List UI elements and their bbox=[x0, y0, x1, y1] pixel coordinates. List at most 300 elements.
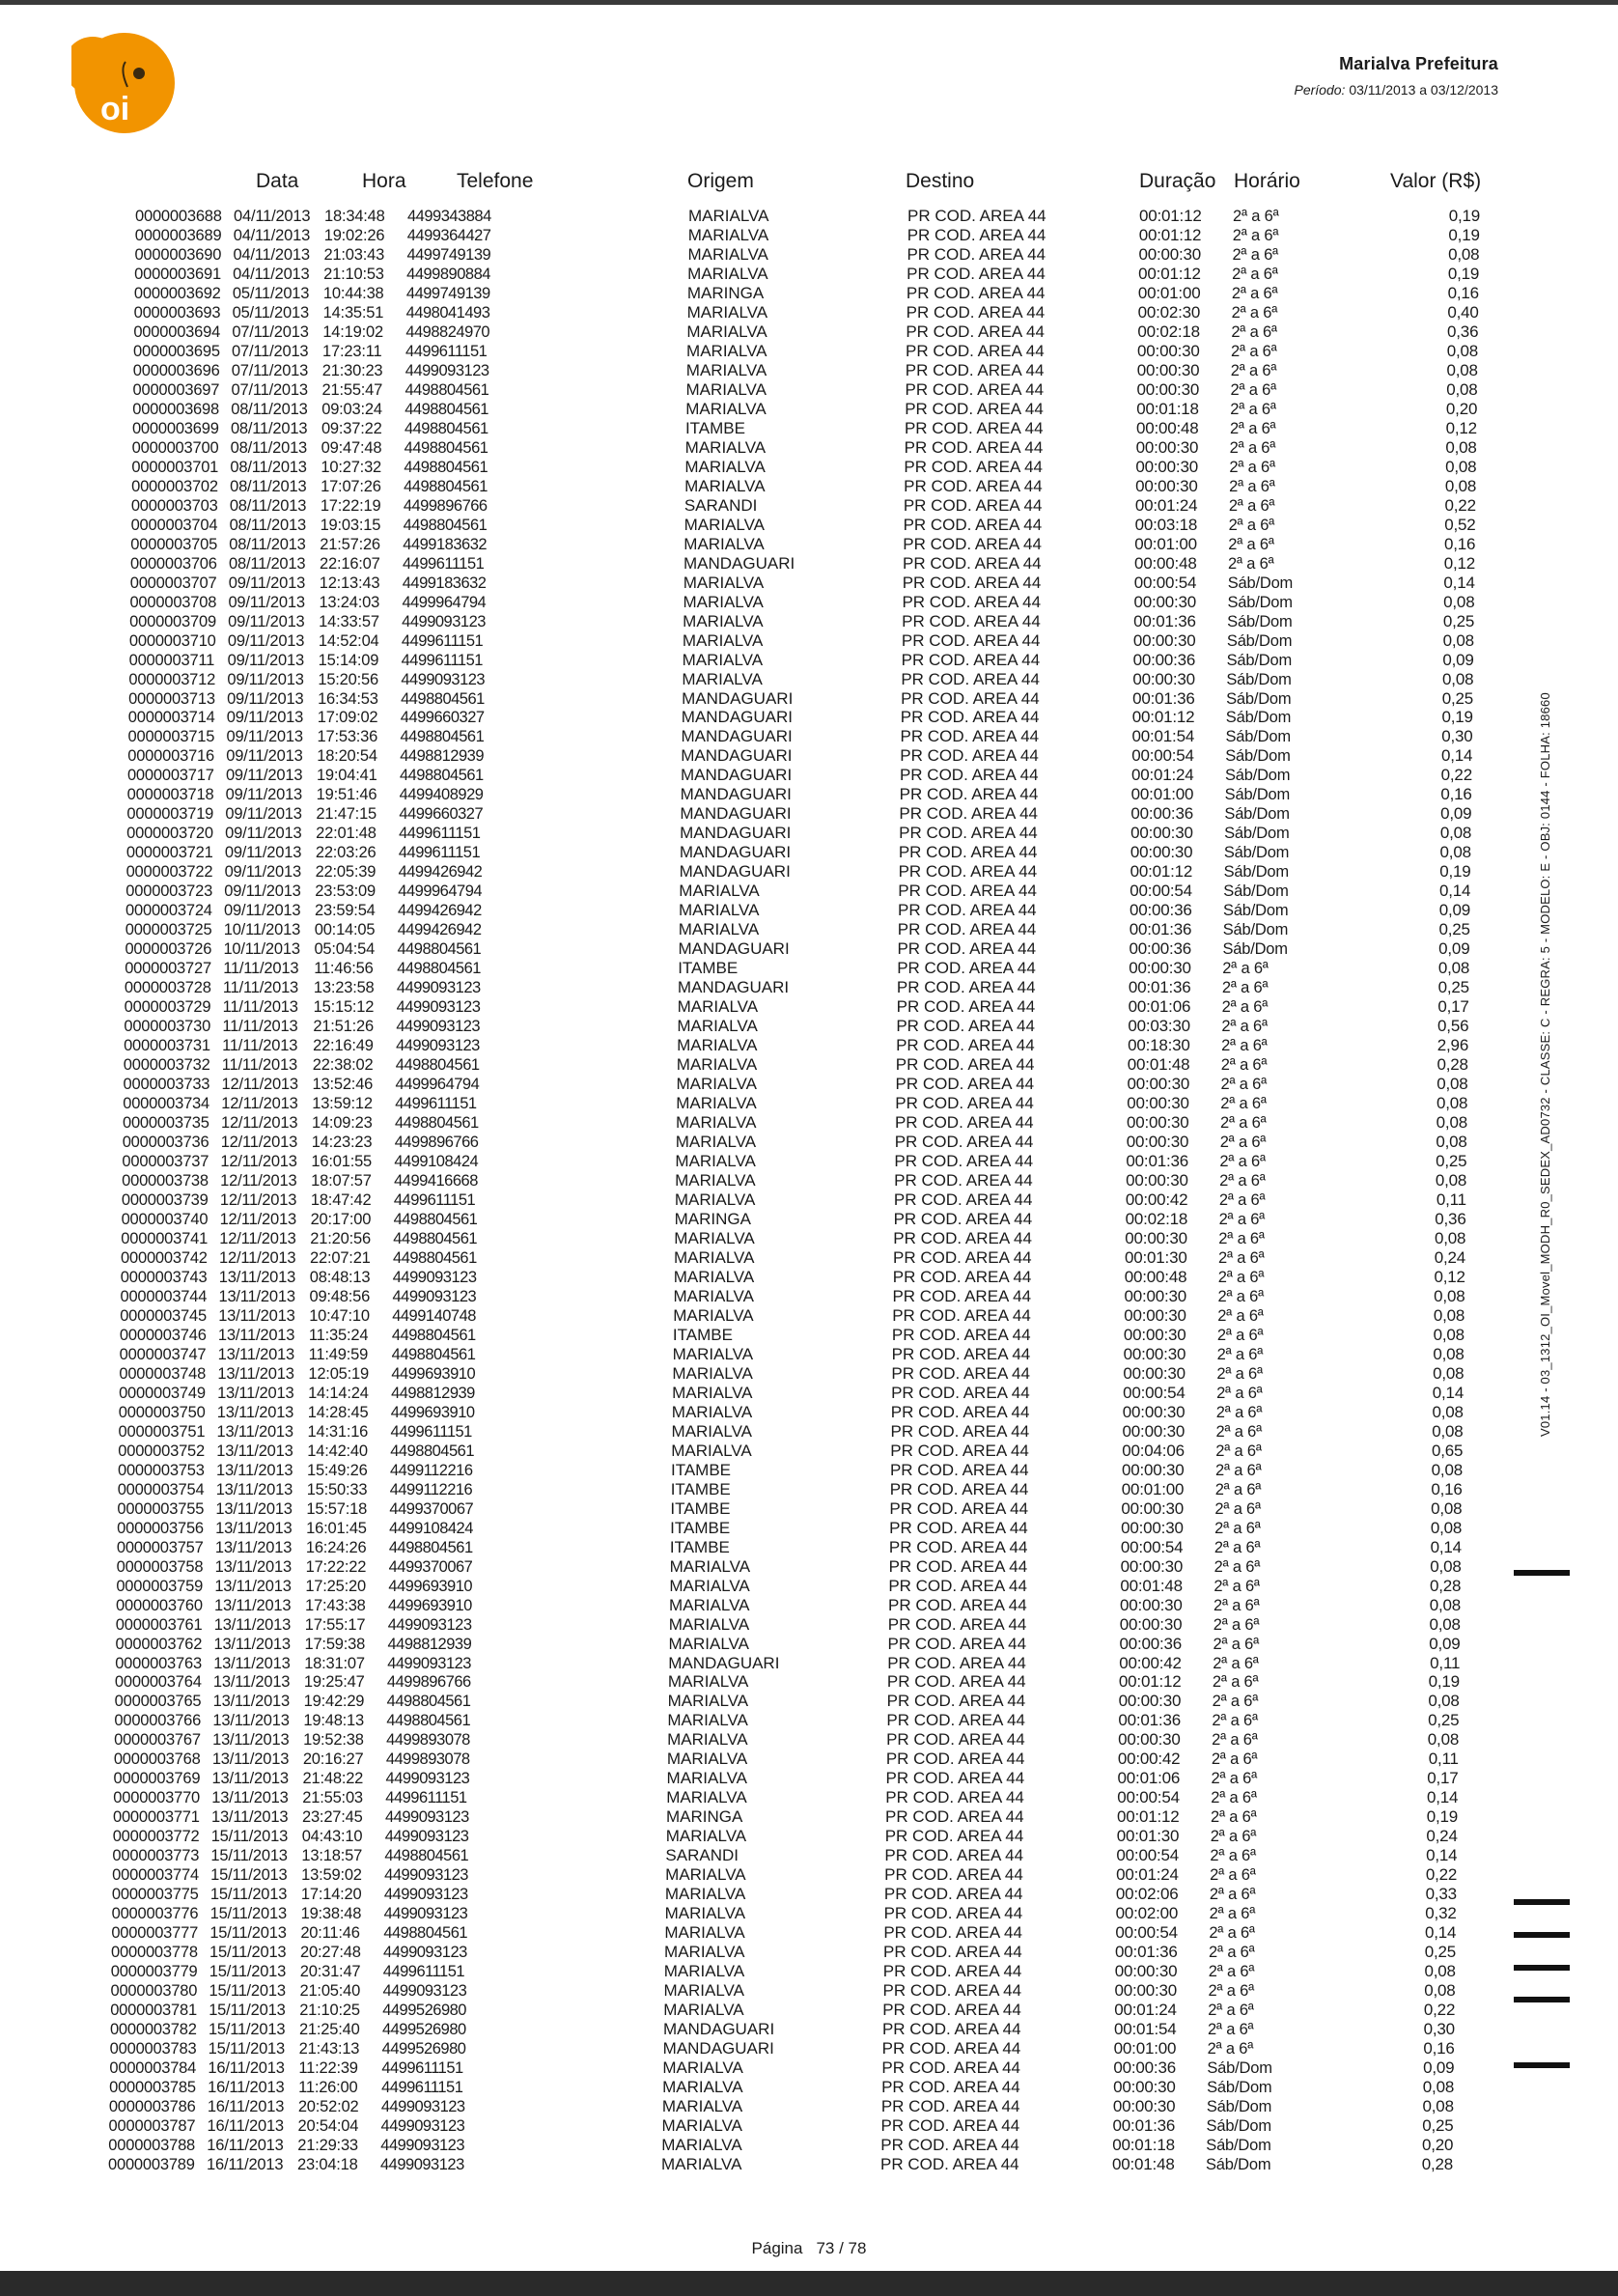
destination: PR COD. AREA 44 bbox=[888, 1595, 1027, 1614]
schedule: 2ª a 6ª bbox=[1232, 265, 1278, 283]
value: 0,08 bbox=[1446, 360, 1478, 379]
origin: ITAMBE bbox=[670, 1479, 731, 1498]
table-row bbox=[129, 612, 1618, 631]
call-time: 16:24:26 bbox=[305, 1538, 367, 1556]
origin: MARIALVA bbox=[675, 1133, 757, 1152]
duration: 00:01:24 bbox=[1130, 766, 1194, 785]
duration: 00:01:12 bbox=[1139, 207, 1202, 225]
record-id: 0000003751 bbox=[118, 1422, 206, 1441]
duration: 00:00:30 bbox=[1130, 824, 1193, 843]
call-date: 12/11/2013 bbox=[219, 1190, 297, 1209]
value: 0,08 bbox=[1433, 1305, 1465, 1325]
record-id: 0000003724 bbox=[126, 902, 212, 920]
origin: MARIALVA bbox=[676, 1094, 757, 1113]
call-time: 21:55:47 bbox=[321, 380, 383, 399]
destination: PR COD. AREA 44 bbox=[884, 1865, 1023, 1885]
table-row bbox=[133, 342, 1618, 361]
call-date: 13/11/2013 bbox=[212, 1731, 290, 1750]
record-id: 0000003700 bbox=[131, 438, 219, 457]
record-id: 0000003767 bbox=[114, 1731, 201, 1750]
call-time: 09:37:22 bbox=[321, 419, 382, 437]
duration: 00:01:12 bbox=[1118, 1672, 1182, 1692]
value: 0,24 bbox=[1426, 1827, 1458, 1846]
phone-number: 4499093123 bbox=[384, 1808, 469, 1827]
destination: PR COD. AREA 44 bbox=[906, 322, 1045, 341]
origin: MANDAGUARI bbox=[668, 1653, 780, 1672]
schedule: 2ª a 6ª bbox=[1217, 1306, 1264, 1325]
phone-number: 4499093123 bbox=[383, 1944, 467, 1962]
table-row bbox=[129, 651, 1618, 670]
schedule: 2ª a 6ª bbox=[1216, 1364, 1263, 1383]
call-date: 16/11/2013 bbox=[208, 2079, 285, 2097]
value: 0,19 bbox=[1448, 225, 1480, 244]
call-time: 14:23:23 bbox=[311, 1134, 373, 1152]
value: 0,25 bbox=[1438, 920, 1470, 939]
destination: PR COD. AREA 44 bbox=[886, 1672, 1026, 1692]
schedule: 2ª a 6ª bbox=[1212, 1693, 1259, 1711]
duration: 00:00:30 bbox=[1126, 1133, 1189, 1152]
destination: PR COD. AREA 44 bbox=[887, 1614, 1027, 1634]
record-id: 0000003766 bbox=[114, 1712, 202, 1730]
record-id: 0000003711 bbox=[128, 651, 215, 669]
duration: 00:00:30 bbox=[1138, 244, 1202, 264]
call-time: 14:31:16 bbox=[307, 1422, 369, 1441]
destination: PR COD. AREA 44 bbox=[881, 2039, 1021, 2058]
table-row bbox=[112, 1865, 1618, 1885]
call-time: 16:01:45 bbox=[306, 1519, 367, 1537]
value: 0,12 bbox=[1443, 553, 1475, 573]
schedule: 2ª a 6ª bbox=[1214, 1596, 1260, 1614]
origin: MARIALVA bbox=[671, 1421, 752, 1441]
table-row bbox=[127, 746, 1618, 766]
phone-number: 4499093123 bbox=[401, 670, 486, 688]
origin: MARIALVA bbox=[668, 1614, 750, 1634]
table-row bbox=[114, 1730, 1618, 1750]
phone-number: 4499140748 bbox=[392, 1306, 476, 1325]
duration: 00:02:18 bbox=[1125, 1209, 1188, 1228]
duration: 00:00:30 bbox=[1121, 1518, 1184, 1537]
value: 0,09 bbox=[1438, 939, 1470, 959]
record-id: 0000003710 bbox=[128, 631, 216, 650]
record-id: 0000003741 bbox=[121, 1229, 209, 1247]
origin: MANDAGUARI bbox=[683, 553, 795, 573]
value: 0,12 bbox=[1445, 418, 1477, 437]
schedule: 2ª a 6ª bbox=[1216, 1326, 1264, 1344]
value: 0,36 bbox=[1435, 1209, 1466, 1228]
origin: MARIALVA bbox=[685, 399, 767, 418]
call-date: 04/11/2013 bbox=[234, 208, 311, 225]
value: 0,14 bbox=[1443, 573, 1475, 592]
record-id: 0000003739 bbox=[121, 1190, 209, 1209]
schedule: 2ª a 6ª bbox=[1214, 1461, 1262, 1479]
call-time: 17:59:38 bbox=[304, 1635, 366, 1653]
page-label: Página bbox=[751, 2239, 803, 2257]
phone-number: 4498804561 bbox=[383, 1924, 468, 1943]
schedule: 2ª a 6ª bbox=[1211, 1750, 1258, 1769]
call-time: 18:20:54 bbox=[317, 747, 377, 766]
call-time: 14:14:24 bbox=[308, 1384, 369, 1402]
value: 0,08 bbox=[1422, 2078, 1455, 2097]
destination: PR COD. AREA 44 bbox=[902, 611, 1041, 630]
phone-number: 4498804561 bbox=[397, 960, 481, 978]
schedule: 2ª a 6ª bbox=[1220, 1056, 1268, 1075]
call-time: 18:47:42 bbox=[310, 1190, 372, 1209]
duration: 00:00:48 bbox=[1135, 418, 1199, 437]
origin: MANDAGUARI bbox=[662, 2039, 774, 2058]
record-id: 0000003722 bbox=[126, 863, 213, 882]
value: 0,09 bbox=[1440, 804, 1472, 824]
destination: PR COD. AREA 44 bbox=[896, 1036, 1035, 1055]
table-row bbox=[132, 438, 1618, 458]
schedule: 2ª a 6ª bbox=[1209, 1944, 1255, 1962]
schedule: Sáb/Dom bbox=[1226, 651, 1292, 669]
duration: 00:00:42 bbox=[1119, 1653, 1182, 1672]
call-time: 14:19:02 bbox=[322, 322, 383, 341]
call-date: 13/11/2013 bbox=[217, 1364, 294, 1383]
duration: 00:03:18 bbox=[1134, 515, 1198, 534]
table-row bbox=[121, 1248, 1618, 1268]
value: 0,20 bbox=[1445, 399, 1478, 418]
duration: 00:00:54 bbox=[1133, 573, 1197, 592]
phone-number: 4498804561 bbox=[393, 1248, 477, 1267]
value: 0,08 bbox=[1434, 1286, 1465, 1305]
value: 0,14 bbox=[1439, 882, 1471, 901]
call-date: 11/11/2013 bbox=[223, 960, 299, 978]
origin: MARIALVA bbox=[676, 1055, 758, 1075]
phone-number: 4498804561 bbox=[391, 1326, 476, 1344]
schedule: Sáb/Dom bbox=[1227, 574, 1294, 592]
origin: MARIALVA bbox=[661, 2116, 742, 2136]
origin: MARIALVA bbox=[667, 1730, 748, 1750]
phone-number: 4498804561 bbox=[401, 689, 485, 708]
origin: MANDAGUARI bbox=[680, 785, 792, 804]
schedule: 2ª a 6ª bbox=[1215, 1422, 1263, 1441]
duration: 00:04:06 bbox=[1122, 1441, 1185, 1460]
duration: 00:01:00 bbox=[1113, 2039, 1177, 2058]
duration: 00:02:06 bbox=[1115, 1885, 1179, 1904]
record-id: 0000003730 bbox=[124, 1018, 211, 1036]
origin: MARIALVA bbox=[687, 225, 769, 244]
origin: MARIALVA bbox=[668, 1634, 749, 1653]
record-id: 0000003742 bbox=[121, 1248, 208, 1267]
call-time: 20:17:00 bbox=[310, 1210, 372, 1228]
call-time: 22:16:49 bbox=[313, 1037, 374, 1055]
phone-number: 4499611151 bbox=[385, 1789, 467, 1807]
call-date: 13/11/2013 bbox=[218, 1268, 296, 1286]
schedule: 2ª a 6ª bbox=[1209, 1924, 1255, 1943]
call-time: 21:05:40 bbox=[299, 1982, 361, 2001]
duration: 00:00:30 bbox=[1132, 669, 1195, 688]
origin: MARINGA bbox=[686, 283, 765, 302]
schedule: 2ª a 6ª bbox=[1213, 1635, 1259, 1653]
destination: PR COD. AREA 44 bbox=[893, 1190, 1033, 1209]
call-time: 14:52:04 bbox=[318, 631, 379, 650]
value: 0,56 bbox=[1437, 1017, 1469, 1036]
table-row bbox=[123, 1094, 1618, 1113]
origin: MANDAGUARI bbox=[679, 843, 792, 862]
duration: 00:00:30 bbox=[1126, 1171, 1188, 1190]
duration: 00:00:30 bbox=[1129, 959, 1191, 978]
value: 0,12 bbox=[1434, 1267, 1465, 1286]
destination: PR COD. AREA 44 bbox=[893, 1247, 1032, 1267]
call-time: 09:03:24 bbox=[321, 400, 382, 418]
call-time: 14:09:23 bbox=[311, 1114, 373, 1133]
call-date: 08/11/2013 bbox=[231, 400, 308, 418]
origin: MANDAGUARI bbox=[680, 804, 792, 824]
call-date: 16/11/2013 bbox=[207, 2155, 284, 2173]
value: 0,09 bbox=[1429, 1634, 1461, 1653]
record-id: 0000003707 bbox=[129, 574, 217, 592]
destination: PR COD. AREA 44 bbox=[894, 1152, 1034, 1171]
destination: PR COD. AREA 44 bbox=[889, 1460, 1029, 1479]
record-id: 0000003740 bbox=[121, 1210, 209, 1228]
call-date: 13/11/2013 bbox=[211, 1750, 290, 1769]
call-time: 18:34:48 bbox=[324, 208, 385, 225]
value: 0,25 bbox=[1441, 688, 1474, 708]
phone-number: 4498804561 bbox=[386, 1693, 471, 1711]
value: 2,96 bbox=[1437, 1036, 1469, 1055]
phone-number: 4499093123 bbox=[383, 1886, 468, 1904]
call-time: 15:57:18 bbox=[306, 1499, 368, 1518]
schedule: 2ª a 6ª bbox=[1232, 226, 1279, 244]
table-row bbox=[124, 1075, 1618, 1094]
origin: MARIALVA bbox=[664, 1943, 745, 1962]
schedule: 2ª a 6ª bbox=[1228, 516, 1275, 534]
call-date: 15/11/2013 bbox=[209, 2002, 286, 2020]
phone-number: 4499093123 bbox=[392, 1268, 477, 1286]
phone-number: 4499693910 bbox=[391, 1364, 476, 1383]
value: 0,08 bbox=[1433, 1325, 1465, 1344]
value: 0,08 bbox=[1424, 1962, 1456, 1981]
table-row bbox=[131, 458, 1618, 477]
phone-number: 4499093123 bbox=[385, 1770, 470, 1788]
call-date: 12/11/2013 bbox=[220, 1172, 297, 1190]
destination: PR COD. AREA 44 bbox=[885, 1750, 1025, 1769]
call-time: 23:27:45 bbox=[301, 1808, 363, 1827]
phone-number: 4499611151 bbox=[395, 1095, 477, 1113]
origin: MARIALVA bbox=[673, 1286, 754, 1305]
call-date: 13/11/2013 bbox=[217, 1326, 295, 1344]
record-id: 0000003732 bbox=[123, 1056, 210, 1075]
schedule: 2ª a 6ª bbox=[1228, 554, 1274, 573]
record-id: 0000003703 bbox=[130, 496, 218, 515]
record-id: 0000003692 bbox=[133, 284, 221, 302]
call-time: 14:28:45 bbox=[307, 1403, 369, 1421]
phone-number: 4498804561 bbox=[393, 1229, 478, 1247]
phone-number: 4499526980 bbox=[382, 2002, 466, 2020]
value: 0,19 bbox=[1426, 1807, 1458, 1827]
record-id: 0000003693 bbox=[133, 303, 221, 322]
call-time: 23:53:09 bbox=[315, 882, 376, 901]
schedule: 2ª a 6ª bbox=[1231, 303, 1278, 322]
schedule: Sáb/Dom bbox=[1227, 593, 1293, 611]
destination: PR COD. AREA 44 bbox=[891, 1344, 1031, 1363]
origin: MARIALVA bbox=[663, 1962, 745, 1981]
value: 0,08 bbox=[1442, 669, 1474, 688]
origin: MARIALVA bbox=[666, 1750, 748, 1769]
phone-number: 4498804561 bbox=[393, 1210, 478, 1228]
table-row bbox=[122, 1190, 1618, 1210]
origin: MANDAGUARI bbox=[677, 978, 790, 997]
destination: PR COD. AREA 44 bbox=[884, 1827, 1024, 1846]
destination: PR COD. AREA 44 bbox=[887, 1653, 1026, 1672]
table-row bbox=[125, 939, 1618, 959]
table-row bbox=[117, 1499, 1618, 1519]
destination: PR COD. AREA 44 bbox=[889, 1498, 1029, 1518]
duration: 00:01:06 bbox=[1117, 1769, 1181, 1788]
duration: 00:01:48 bbox=[1120, 1576, 1183, 1595]
duration: 00:00:30 bbox=[1127, 1075, 1190, 1094]
destination: PR COD. AREA 44 bbox=[907, 225, 1046, 244]
duration: 00:00:30 bbox=[1124, 1305, 1186, 1325]
call-time: 21:55:03 bbox=[302, 1789, 363, 1807]
schedule: Sáb/Dom bbox=[1224, 767, 1291, 785]
call-date: 13/11/2013 bbox=[215, 1461, 293, 1479]
table-row bbox=[120, 1326, 1618, 1345]
call-time: 23:04:18 bbox=[297, 2155, 358, 2173]
duration: 00:03:30 bbox=[1128, 1017, 1190, 1036]
origin: MARIALVA bbox=[663, 1981, 744, 2001]
call-date: 08/11/2013 bbox=[229, 535, 306, 553]
schedule: Sáb/Dom bbox=[1223, 844, 1290, 862]
call-date: 11/11/2013 bbox=[222, 979, 299, 997]
phone-number: 4499093123 bbox=[387, 1654, 471, 1672]
schedule: Sáb/Dom bbox=[1223, 882, 1289, 901]
origin: MARIALVA bbox=[667, 1711, 748, 1730]
destination: PR COD. AREA 44 bbox=[891, 1325, 1031, 1344]
table-row bbox=[119, 1384, 1618, 1403]
call-date: 07/11/2013 bbox=[231, 361, 309, 379]
table-row bbox=[133, 322, 1618, 342]
duration: 00:01:00 bbox=[1130, 785, 1194, 804]
schedule: 2ª a 6ª bbox=[1209, 1905, 1256, 1923]
table-row bbox=[109, 2116, 1618, 2136]
call-time: 19:51:46 bbox=[316, 786, 377, 804]
call-date: 13/11/2013 bbox=[215, 1480, 293, 1498]
table-row bbox=[126, 824, 1618, 843]
call-date: 12/11/2013 bbox=[219, 1248, 296, 1267]
value: 0,08 bbox=[1430, 1556, 1462, 1576]
destination: PR COD. AREA 44 bbox=[904, 437, 1044, 457]
destination: PR COD. AREA 44 bbox=[880, 2116, 1020, 2136]
duration: 00:00:42 bbox=[1117, 1750, 1181, 1769]
call-date: 10/11/2013 bbox=[223, 940, 300, 959]
destination: PR COD. AREA 44 bbox=[896, 1017, 1035, 1036]
value: 0,08 bbox=[1446, 341, 1479, 360]
call-time: 09:47:48 bbox=[321, 438, 382, 457]
value: 0,08 bbox=[1436, 1094, 1468, 1113]
table-row bbox=[110, 2039, 1618, 2058]
schedule: Sáb/Dom bbox=[1225, 709, 1292, 727]
destination: PR COD. AREA 44 bbox=[888, 1556, 1028, 1576]
call-time: 13:59:12 bbox=[312, 1095, 373, 1113]
value: 0,08 bbox=[1432, 1421, 1464, 1441]
value: 0,65 bbox=[1431, 1441, 1464, 1460]
call-date: 16/11/2013 bbox=[208, 2059, 285, 2078]
record-id: 0000003697 bbox=[132, 380, 220, 399]
call-date: 13/11/2013 bbox=[211, 1789, 289, 1807]
origin: MARIALVA bbox=[673, 1305, 754, 1325]
table-row bbox=[125, 959, 1618, 978]
duration: 00:00:30 bbox=[1123, 1325, 1186, 1344]
origin: MARIALVA bbox=[686, 302, 768, 322]
record-id: 0000003749 bbox=[119, 1384, 206, 1402]
schedule: 2ª a 6ª bbox=[1218, 1190, 1266, 1209]
schedule: Sáb/Dom bbox=[1225, 747, 1291, 766]
call-time: 13:24:03 bbox=[319, 593, 380, 611]
schedule: 2ª a 6ª bbox=[1221, 979, 1269, 997]
value: 0,28 bbox=[1437, 1055, 1468, 1075]
call-date: 13/11/2013 bbox=[212, 1712, 290, 1730]
origin: MARIALVA bbox=[674, 1247, 755, 1267]
table-row bbox=[127, 785, 1618, 804]
value: 0,08 bbox=[1435, 1171, 1467, 1190]
duration: 00:00:30 bbox=[1112, 2097, 1176, 2116]
schedule: 2ª a 6ª bbox=[1210, 1828, 1257, 1846]
table-row bbox=[131, 477, 1618, 496]
call-date: 09/11/2013 bbox=[224, 863, 301, 882]
value: 0,11 bbox=[1430, 1653, 1461, 1672]
duration: 00:01:36 bbox=[1115, 1943, 1178, 1962]
record-id: 0000003727 bbox=[125, 960, 211, 978]
col-valor: Valor (R$) bbox=[1390, 170, 1482, 192]
value: 0,14 bbox=[1430, 1537, 1462, 1556]
table-row bbox=[115, 1635, 1618, 1654]
destination: PR COD. AREA 44 bbox=[905, 360, 1045, 379]
call-date: 13/11/2013 bbox=[213, 1654, 291, 1672]
origin: ITAMBE bbox=[670, 1460, 731, 1479]
call-date: 13/11/2013 bbox=[212, 1693, 290, 1711]
call-time: 22:16:07 bbox=[320, 554, 380, 573]
duration: 00:01:36 bbox=[1112, 2116, 1176, 2136]
table-row bbox=[120, 1287, 1618, 1306]
destination: PR COD. AREA 44 bbox=[896, 997, 1036, 1017]
schedule: 2ª a 6ª bbox=[1221, 1018, 1268, 1036]
destination: PR COD. AREA 44 bbox=[880, 2154, 1019, 2173]
phone-number: 4499426942 bbox=[398, 902, 482, 920]
schedule: Sáb/Dom bbox=[1207, 2079, 1272, 2097]
call-time: 17:25:20 bbox=[305, 1577, 366, 1595]
origin: MANDAGUARI bbox=[681, 727, 793, 746]
duration: 00:01:00 bbox=[1137, 283, 1201, 302]
origin: MARIALVA bbox=[671, 1441, 752, 1460]
origin: MARIALVA bbox=[664, 1904, 746, 1923]
duration: 00:01:00 bbox=[1121, 1479, 1185, 1498]
table-row bbox=[129, 631, 1618, 651]
destination: PR COD. AREA 44 bbox=[907, 244, 1046, 264]
call-date: 13/11/2013 bbox=[215, 1519, 293, 1537]
value: 0,40 bbox=[1447, 302, 1479, 322]
value: 0,14 bbox=[1426, 1846, 1458, 1865]
call-time: 11:35:24 bbox=[308, 1326, 369, 1344]
schedule: 2ª a 6ª bbox=[1228, 496, 1275, 515]
table-row bbox=[124, 1055, 1618, 1075]
call-date: 12/11/2013 bbox=[221, 1095, 298, 1113]
call-date: 09/11/2013 bbox=[226, 728, 303, 746]
table-row bbox=[131, 496, 1618, 516]
duration: 00:01:36 bbox=[1129, 920, 1192, 939]
phone-number: 4498804561 bbox=[397, 940, 482, 959]
phone-number: 4499093123 bbox=[384, 1866, 468, 1885]
call-date: 13/11/2013 bbox=[214, 1538, 293, 1556]
call-date: 12/11/2013 bbox=[220, 1134, 298, 1152]
origin: MARIALVA bbox=[686, 341, 767, 360]
schedule: 2ª a 6ª bbox=[1208, 1982, 1254, 2001]
schedule: Sáb/Dom bbox=[1225, 728, 1291, 746]
schedule: Sáb/Dom bbox=[1226, 631, 1293, 650]
duration: 00:01:36 bbox=[1118, 1711, 1181, 1730]
phone-number: 4499693910 bbox=[388, 1577, 473, 1595]
